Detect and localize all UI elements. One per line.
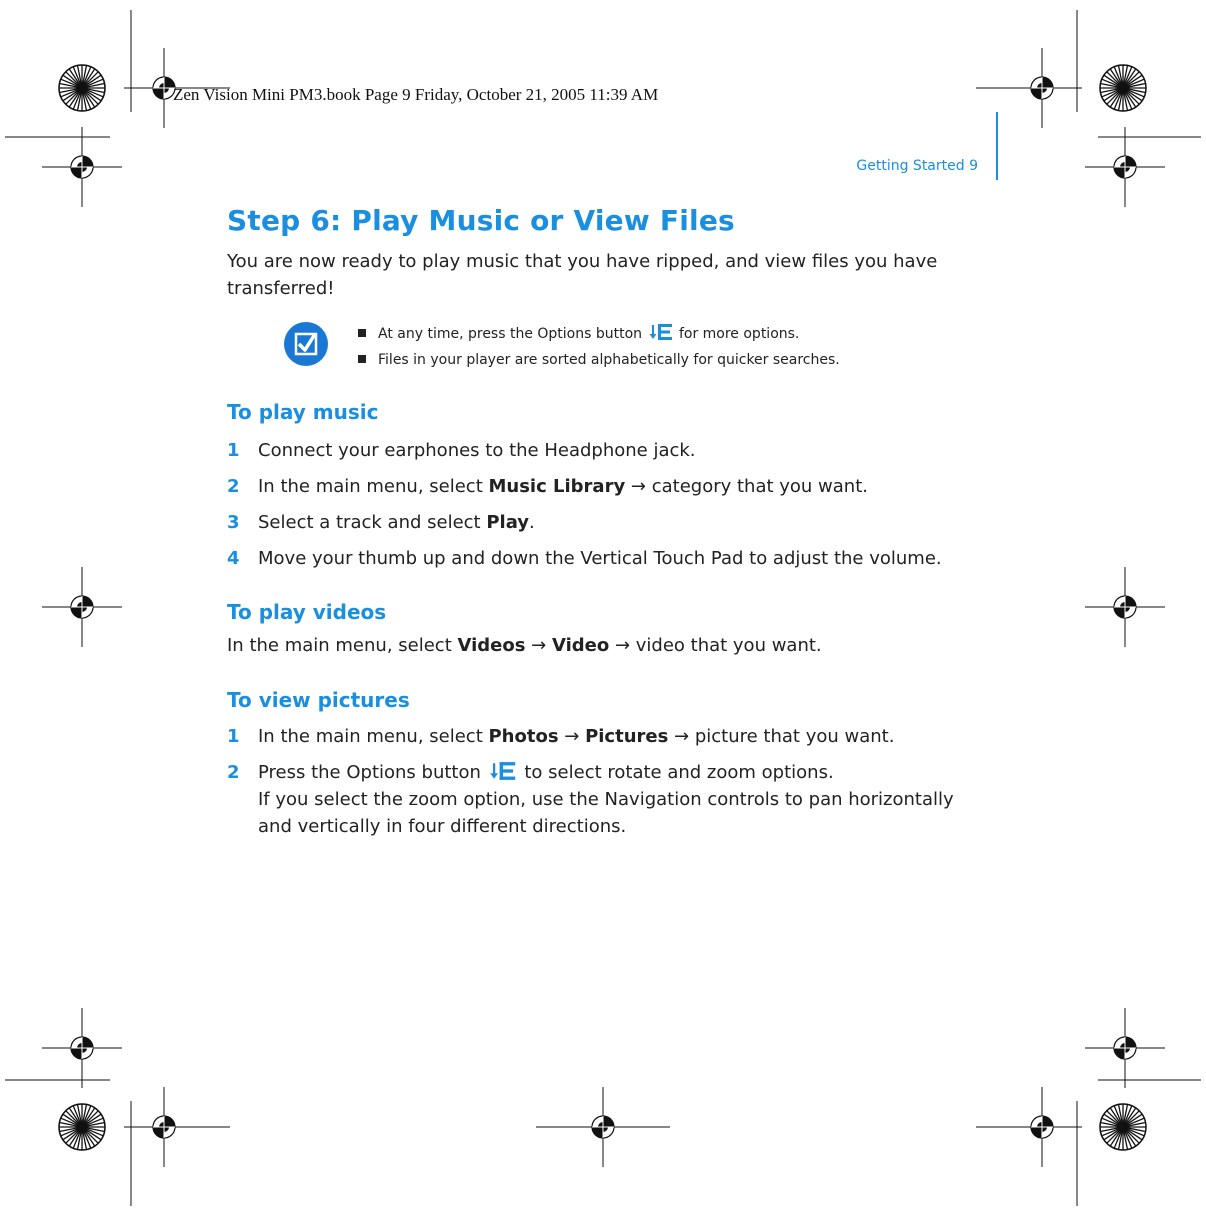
- list-item-continuation: If you select the zoom option, use the Navigation controls to pan horizontally: [258, 789, 954, 810]
- note-list: [358, 321, 840, 373]
- note-item: At any time, press the Options button for more options.: [358, 321, 840, 347]
- note-item: Files in your player are sorted alphabetically for quicker searches.: [358, 347, 840, 373]
- list-item: 4 Move your thumb up and down the Vertical Touch Pad to adjust the volume.: [227, 548, 942, 569]
- list-item: 2 Press the Options button to select rotate and zoom options.: [227, 762, 834, 783]
- section-heading-view-pictures: To view pictures: [227, 688, 410, 712]
- options-button-icon: [649, 323, 673, 341]
- book-slug-line: Zen Vision Mini PM3.book Page 9 Friday, October 21, 2005 11:39 AM: [173, 85, 659, 104]
- list-item: 2 In the main menu, select Music Library → category that you want.: [227, 476, 868, 497]
- section-heading-play-videos: To play videos: [227, 600, 387, 624]
- options-button-icon: [489, 761, 517, 781]
- list-item: 3 Select a track and select Play.: [227, 512, 535, 533]
- list-item-continuation: and vertically in four different directions.: [258, 816, 627, 837]
- checkmark-note-icon: [284, 322, 328, 366]
- list-item: 1 In the main menu, select Photos → Pictures → picture that you want.: [227, 726, 895, 747]
- videos-instruction: In the main menu, select Videos → Video → video that you want.: [227, 635, 822, 656]
- running-head: Getting Started 9: [856, 158, 978, 174]
- bullet-square: [358, 329, 366, 337]
- list-item: 1 Connect your earphones to the Headphone jack.: [227, 440, 696, 461]
- section-heading-play-music: To play music: [227, 400, 379, 424]
- bullet-square: [358, 355, 366, 363]
- running-head-rule: [996, 112, 998, 180]
- page-title: Step 6: Play Music or View Files: [227, 204, 735, 237]
- intro-paragraph: You are now ready to play music that you have ripped, and view files you have transferred!: [227, 251, 938, 299]
